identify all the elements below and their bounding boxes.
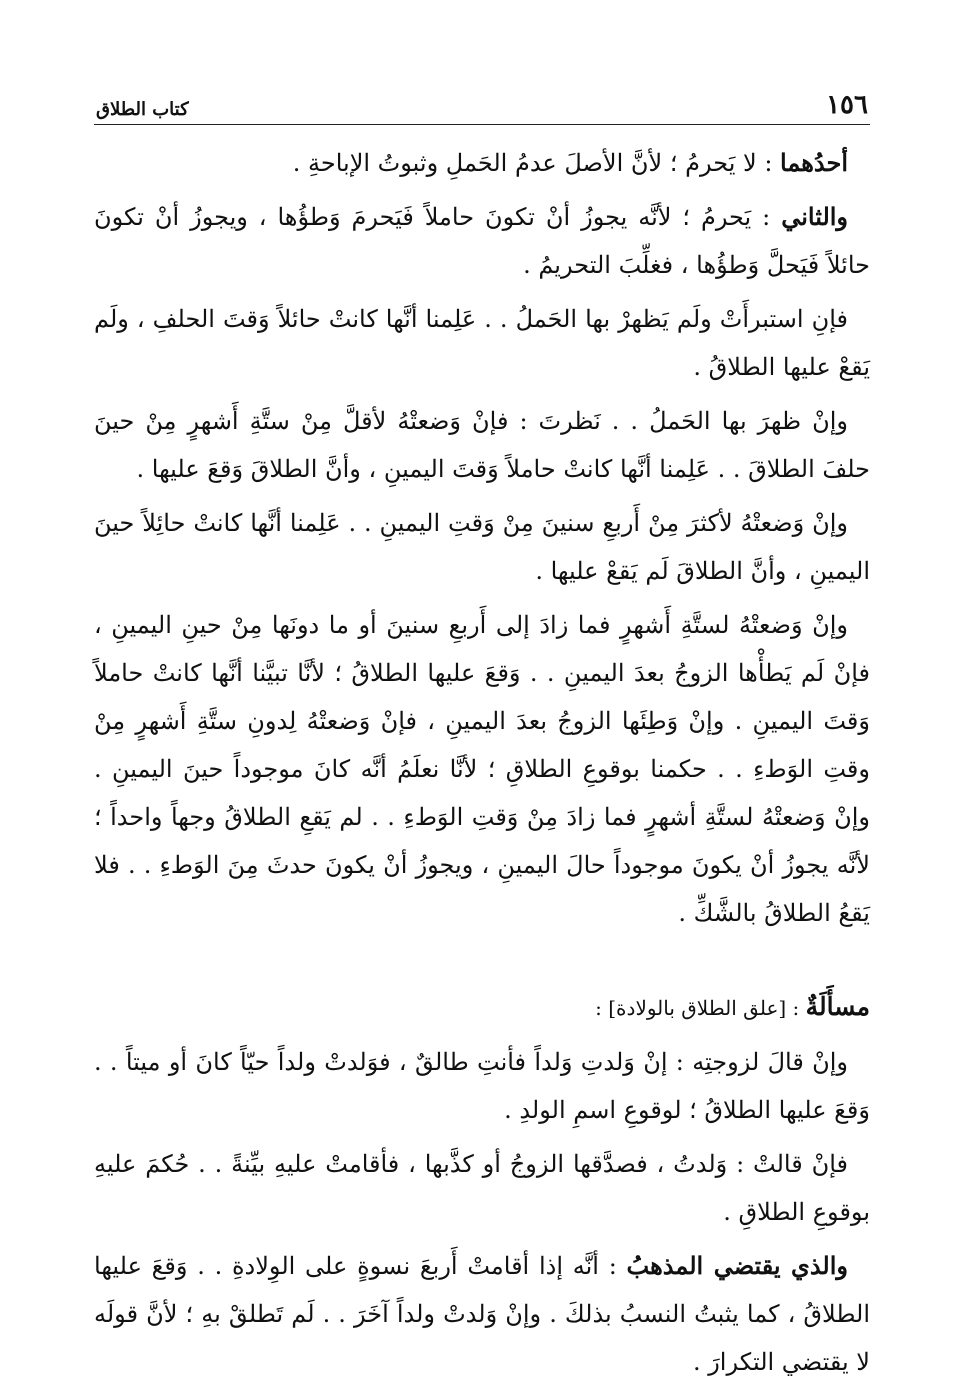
section-heading [94, 983, 870, 1032]
paragraph-text: وإنْ ظهرَ بها الحَملُ . . نَظرتَ : فإنْ وَضعتْهُ لأقلَّ مِنْ ستَّةِ أَشهرٍ مِنْ حينَ حلفَ الطلاقَ . . عَلِمنا أنَّها كانتْ حاملاً وَقتَ اليمينِ ، وأنَّ الطلاقَ وَقعَ عليها . [94, 407, 870, 483]
paragraph [94, 193, 870, 289]
paragraph-text: فإنْ قالتْ : وَلدتُ ، فصدَّقها الزوجُ أو كذَّبها ، فأقامتْ عليهِ بيِّنةً . . حُكمَ عليهِ بوقوعِ الطلاقِ . [94, 1150, 870, 1226]
paragraph [94, 139, 870, 187]
page-header [94, 80, 870, 125]
page-number: ١٥٦ [826, 90, 868, 120]
paragraph [94, 295, 870, 391]
paragraph-lead: والثاني [781, 202, 849, 231]
paragraph-text: : أنَّه إذا أقامتْ أَربعَ نسوةٍ على الوِلادةِ . . وَقعَ عليها الطلاقُ ، كما يثبتُ النسبُ بذلكَ . وإنْ وَلدتْ ولداً آخَرَ . . لَم تَطلقْ بهِ ؛ لأنَّ قولَه لا يقتضي التكرارَ . [94, 1252, 870, 1376]
section-subtitle: : [علق الطلاق بالولادة] : [595, 996, 806, 1020]
section-gap [94, 943, 870, 983]
paragraph [94, 499, 870, 595]
paragraph-lead: والذي يقتضي المذهبُ [626, 1251, 849, 1280]
paragraph [94, 601, 870, 937]
paragraph-text: وإنْ وَضعتْهُ لأكثرَ مِنْ أَربعِ سنينَ مِنْ وَقتِ اليمينِ . . عَلِمنا أنَّها كانتْ حائِلاً حينَ اليمينِ ، وأنَّ الطلاقَ لَم يَقعْ عليها . [94, 509, 870, 585]
paragraph [94, 1140, 870, 1236]
paragraph [94, 397, 870, 493]
paragraph [94, 1038, 870, 1134]
paragraph-text: : يَحرمُ ؛ لأنَّه يجوزُ أنْ تكونَ حاملاً فَيَحرمَ وَطؤُها ، ويجوزُ أنْ تكونَ حائلاً فَيَحلَّ وَطؤُها ، فغلِّبَ التحريمُ . [94, 203, 870, 279]
paragraph-text: وإنْ قالَ لزوجتِه : إنْ وَلدتِ وَلداً فأنتِ طالقٌ ، فوَلدتْ ولداً حيّاً كانَ أو ميتاً . . وَقعَ عليها الطلاقُ ؛ لوقوعِ اسمِ الولدِ . [94, 1048, 870, 1124]
running-title: كتاب الطلاق [96, 99, 189, 120]
book-page [94, 80, 870, 1392]
paragraph [94, 1242, 870, 1386]
paragraph-text: فإنِ استبرأَتْ ولَم يَظهرْ بها الحَملُ . . عَلِمنا أنَّها كانتْ حائلاً وَقتَ الحلفِ ، ولَم يَقعْ عليها الطلاقُ . [94, 305, 870, 381]
paragraph-text: وإنْ وَضعتْهُ لستَّةِ أَشهرٍ فما زادَ إلى أَربعِ سنينَ أو ما دونَها مِنْ حينِ اليمينِ ، فإنْ لَم يَطأْها الزوجُ بعدَ اليمينِ . . وَقعَ عليها الطلاقُ ؛ لأنَّا تبيَّنا أنَّها كانتْ حاملاً وَقتَ اليمينِ . وإنْ وَطِئَها الزوجُ بعدَ اليمينِ ، فإنْ وَضعتْهُ لِدونِ ستَّةِ أَشهرٍ مِنْ وقتِ الوَطءِ . . حكمنا بوقوعِ الطلاقِ ؛ لأنَّا نعلَمُ أنَّه كانَ موجوداً حينَ اليمينِ . وإنْ وَضعتْهُ لستَّةِ أشهرٍ فما زادَ مِنْ وَقتِ الوَطءِ . . لم يَقعِ الطلاقُ وجهاً واحداً ؛ لأنَّه يجوزُ أنْ يكونَ موجوداً حالَ اليمينِ ، ويجوزُ أنْ يكونَ حدثَ مِنَ الوَطءِ . . فلا يَقعُ الطلاقُ بالشَّكِّ . [94, 611, 870, 927]
paragraph-lead: أحدُهما [780, 148, 848, 177]
page-body [94, 139, 870, 1386]
section-title: مسأَلَةٌ [805, 992, 870, 1021]
paragraph-text: : لا يَحرمُ ؛ لأنَّ الأصلَ عدمُ الحَملِ وثبوتُ الإباحةِ . [292, 149, 781, 177]
